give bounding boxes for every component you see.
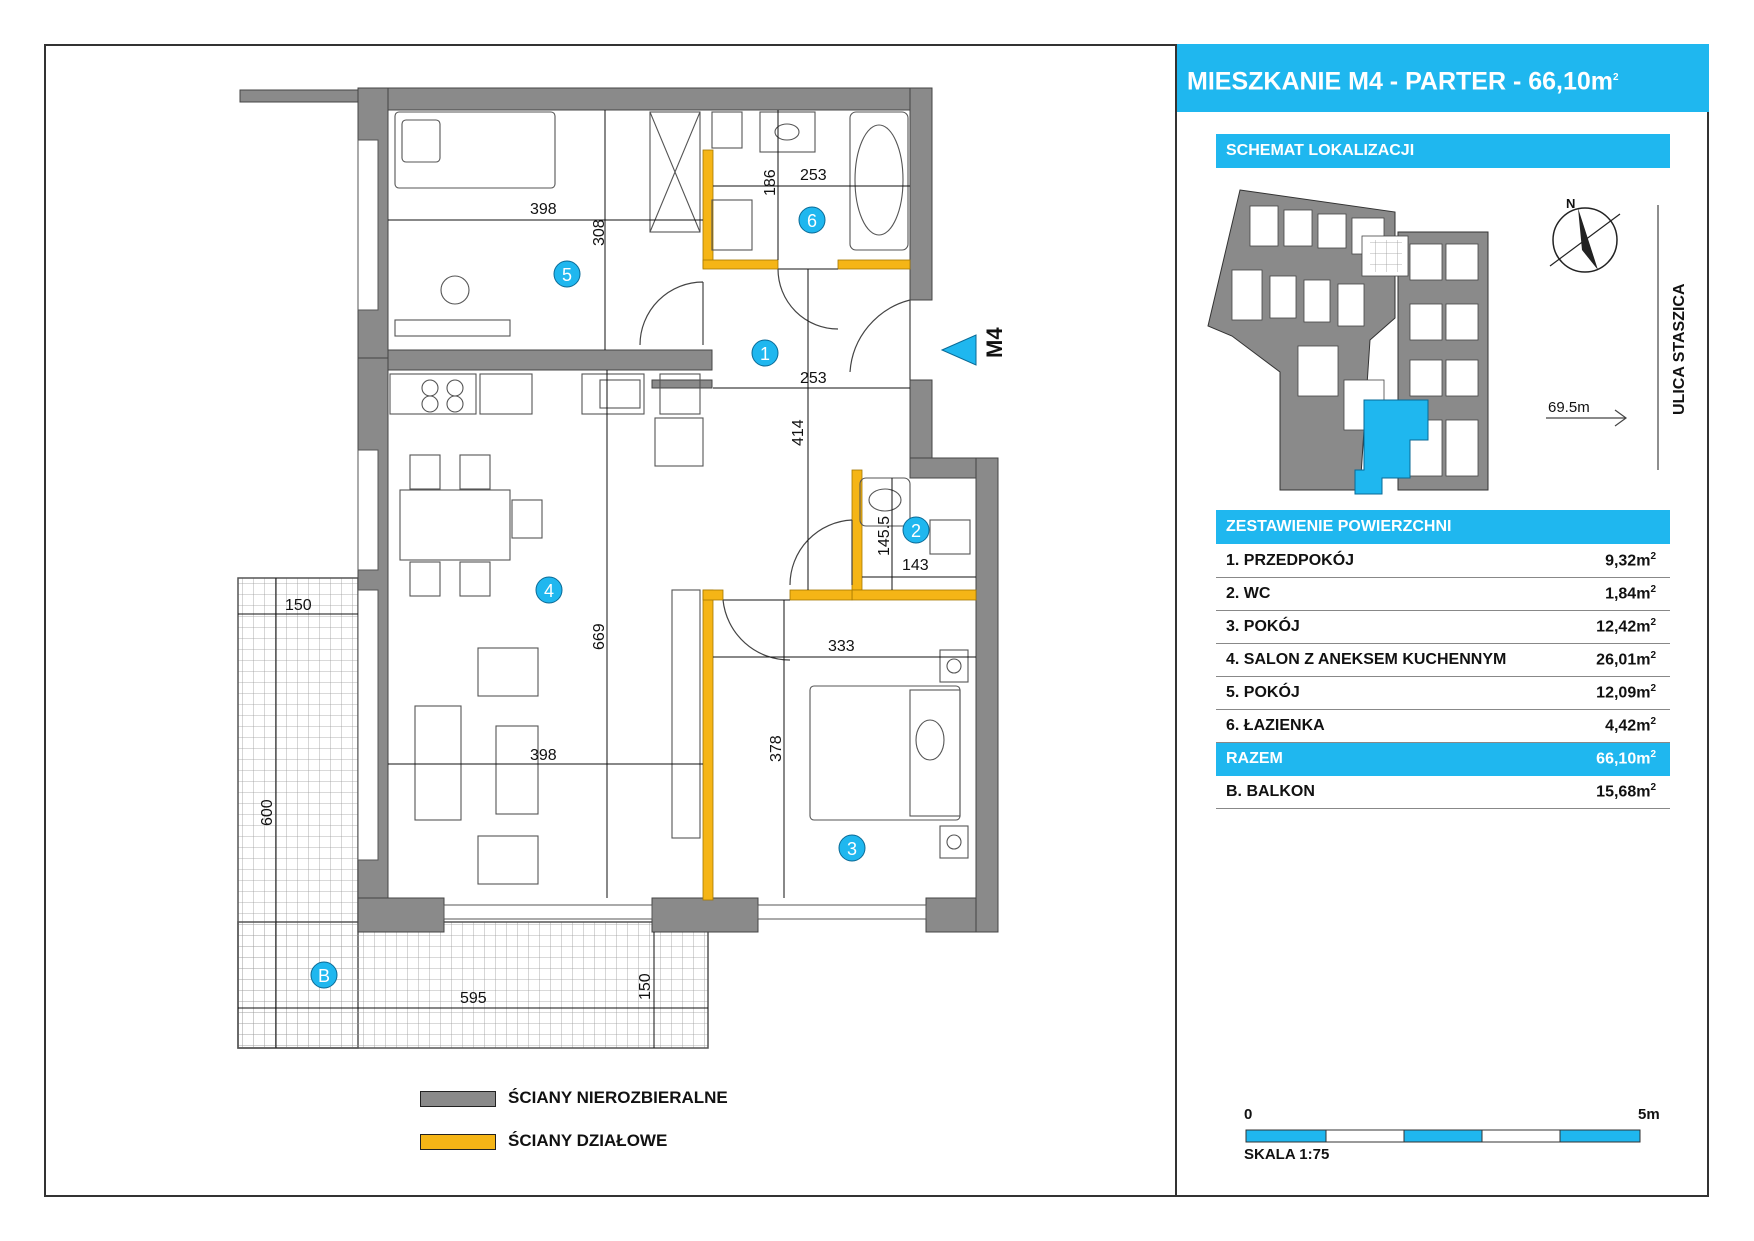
balcony-row-value: $15,68m^2$ (1596, 782, 1656, 801)
area-total-name: RAZEM (1226, 750, 1283, 767)
area-row (1216, 545, 1670, 578)
structural-walls (358, 88, 998, 932)
apartment-title-sup: 2 (1613, 72, 1619, 83)
dim-r5-height: 308 (591, 219, 608, 246)
area-row-name: 6. ŁAZIENKA (1226, 717, 1325, 734)
dim-balcony-height: 600 (259, 799, 276, 826)
area-row-value: $4,42m^2$ (1605, 716, 1656, 735)
legend-partition-label: ŚCIANY DZIAŁOWE (508, 1131, 668, 1150)
room-marker-3: 3 (846, 839, 858, 859)
area-row (1216, 578, 1670, 611)
scale-ratio-label: SKALA 1:75 (1244, 1146, 1330, 1163)
dim-balcony-depth-top: 150 (285, 597, 312, 614)
location-schematic (1208, 190, 1688, 494)
area-row-value: $9,32m^2$ (1605, 551, 1656, 570)
area-row (1216, 644, 1670, 677)
distance-label: 69.5m (1548, 399, 1590, 416)
room-marker-2: 2 (910, 521, 922, 541)
dim-r6-width: 253 (800, 167, 827, 184)
room-marker-6: 6 (806, 211, 818, 231)
area-row-name: 4. SALON Z ANEKSEM KUCHENNYM (1226, 651, 1507, 668)
door-swings (640, 269, 910, 660)
scale-start-label: 0 (1244, 1106, 1253, 1123)
street-label: ULICA STASZICA (1671, 283, 1688, 415)
entrance-label: M4 (982, 327, 1007, 358)
areas-section-header: ZESTAWIENIE POWIERZCHNI (1216, 510, 1670, 544)
balcony-row-name: B. BALKON (1226, 783, 1315, 800)
area-row-name: 3. POKÓJ (1226, 618, 1300, 635)
dim-r6-height: 186 (762, 169, 779, 196)
room-marker-5: 5 (561, 265, 573, 285)
location-section-header: SCHEMAT LOKALIZACJI (1216, 134, 1670, 168)
area-row-value: $26,01m^2$ (1596, 650, 1656, 669)
dim-r1-height: 414 (790, 419, 807, 446)
area-row (1216, 611, 1670, 644)
balcony-row (1216, 776, 1670, 809)
dim-r3-width: 333 (828, 638, 855, 655)
dim-r2-height: 145.5 (876, 515, 893, 556)
room-marker-1: 1 (759, 344, 771, 364)
dim-r5-width: 398 (530, 201, 557, 218)
area-total-value: $66,10m^2$ (1596, 749, 1656, 768)
legend-structural-label: ŚCIANY NIEROZBIERALNE (508, 1088, 728, 1107)
area-row-name: 2. WC (1226, 585, 1271, 602)
area-row-name: 5. POKÓJ (1226, 684, 1300, 701)
legend-structural-swatch (420, 1091, 496, 1107)
dim-r1-width: 253 (800, 370, 827, 387)
ledge-wall (240, 90, 368, 102)
compass-letter: N (1566, 196, 1576, 211)
furniture (390, 112, 970, 884)
area-total-row (1216, 743, 1670, 776)
legend-partition-swatch (420, 1134, 496, 1150)
entrance-marker (942, 335, 976, 365)
partition-walls (703, 150, 976, 900)
area-row-value: $12,09m^2$ (1596, 683, 1656, 702)
dim-r4-width: 398 (530, 747, 557, 764)
apartment-title (1177, 44, 1709, 112)
dim-balcony-width: 595 (460, 990, 487, 1007)
dim-r4-height: 669 (591, 623, 608, 650)
area-row (1216, 677, 1670, 710)
apartment-title-text: MIESZKANIE M4 - PARTER - 66,10m (1187, 67, 1614, 96)
windows (358, 140, 926, 919)
room-marker-balcony: B (317, 966, 331, 986)
dim-r2-width: 143 (902, 557, 929, 574)
dim-balcony-depth-bottom: 150 (637, 973, 654, 1000)
dim-r3-height: 378 (768, 735, 785, 762)
area-row-value: $12,42m^2$ (1596, 617, 1656, 636)
room-marker-4: 4 (543, 581, 555, 601)
area-row (1216, 710, 1670, 743)
area-row-value: $1,84m^2$ (1605, 584, 1656, 603)
area-row-name: 1. PRZEDPOKÓJ (1226, 552, 1355, 569)
scale-end-label: 5m (1638, 1106, 1660, 1123)
scale-bar (1246, 1130, 1640, 1142)
